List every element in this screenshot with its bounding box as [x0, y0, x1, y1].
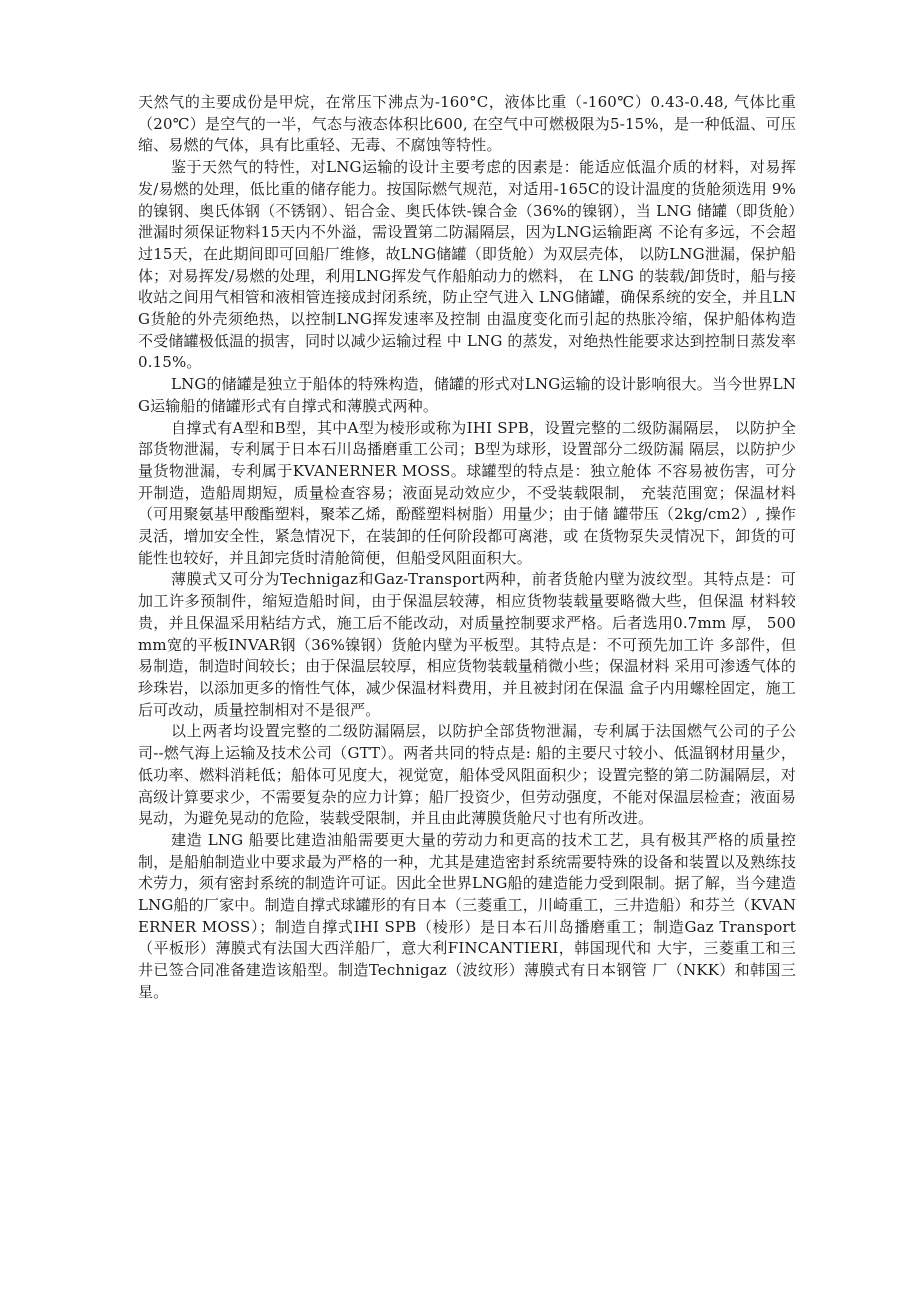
paragraph-gtt-common-features: 以上两者均设置完整的二级防漏隔层，以防护全部货物泄漏，专利属于法国燃气公司的子公司--燃气海上运输及技术公司（GTT）。两者共同的特点是: 船的主要尺寸较小、低温钢材用量少，低功率、燃料消耗低；船体可见度大，视觉宽，船体受风阻面积少；设置完整的第二防漏隔层，对高级计算要求少，不需要复杂的应力计算；船厂投资少，但劳动强度，不能对保温层检查；液面易晃动，为避免晃动的危险，装载受限制，并且由此薄膜货舱尺寸也有所改进。 [138, 722, 796, 828]
paragraph-lng-design-factors: 鉴于天然气的特性，对LNG运输的设计主要考虑的因素是：能适应低温介质的材料，对易挥发/易燃的处理，低比重的储存能力。按国际燃气规范，对适用-165C的设计温度的货舱须选用 9%的镍钢、奥氏体钢（不锈钢）、铝合金、奥氏体铁-镍合金（36%的镍钢），当 LNG 储罐（即货舱）泄漏时须保证物料15天内不外溢，需设置第二防漏隔层，因为LNG运输距离 不论有多远，不会超过15天，在此期间即可回船厂维修，故LNG储罐（即货舱）为双层壳体， 以防LNG泄漏，保护船体；对易挥发/易燃的处理，利用LNG挥发气作船舶动力的燃料， 在 LNG 的装载/卸货时，船与接收站之间用气相管和液相管连接成封闭系统，防止空气进入 LNG储罐，确保系统的安全，并且LNG货舱的外壳须绝热，以控制LNG挥发速率及控制 由温度变化而引起的热胀冷缩，保护船体构造不受储罐极低温的损害，同时以减少运输过程 中 LNG 的蒸发，对绝热性能要求达到控制日蒸发率0.15%。 [138, 158, 796, 372]
paragraph-shipbuilders: 建造 LNG 船要比建造油船需要更大量的劳动力和更高的技术工艺，具有极其严格的质量控制，是船舶制造业中要求最为严格的一种，尤其是建造密封系统需要特殊的设备和装置以及熟练技术劳力，须有密封系统的制造许可证。因此全世界LNG船的建造能力受到限制。据了解，当今建造LNG船的厂家中。制造自撑式球罐形的有日本（三菱重工，川崎重工，三井造船）和芬兰（KVANERNER MOSS）；制造自撑式IHI SPB（棱形）是日本石川岛播磨重工；制造Gaz Transport（平板形）薄膜式有法国大西洋船厂，意大利FINCANTIERI，韩国现代和 大宇，三菱重工和三井已签合同准备建造该船型。制造Technigaz（波纹形）薄膜式有日本钢管 厂（NKK）和韩国三星。 [138, 830, 796, 1001]
paragraph-membrane-tanks: 薄膜式又可分为Technigaz和Gaz-Transport两种，前者货舱内壁为波纹型。其特点是：可加工许多预制件，缩短造船时间，由于保温层较薄，相应货物装载量要略微大些，但保温 材料较贵，并且保温采用粘结方式，施工后不能改动，对质量控制要求严格。后者选用0.7mm 厚， 500mm宽的平板INVAR钢（36%镍钢）货舱内壁为平板型。其特点是：不可预先加工许 多部件，但易制造，制造时间较长；由于保温层较厚，相应货物装载量稍微小些；保温材料 采用可渗透气体的珍珠岩，以添加更多的惰性气体，减少保温材料费用，并且被封闭在保温 盒子内用螺栓固定，施工后可改动，质量控制相对不是很严。 [138, 570, 796, 719]
paragraph-self-supporting-tanks: 自撑式有A型和B型，其中A型为棱形或称为IHI SPB，设置完整的二级防漏隔层， 以防护全部货物泄漏，专利属于日本石川岛播磨重工公司；B型为球形，设置部分二级防漏 隔层，以防护少量货物泄漏，专利属于KVANERNER MOSS。球罐型的特点是：独立舱体 不容易被伤害，可分开制造，造船周期短，质量检查容易；液面晃动效应少，不受装载限制， 充装范围宽；保温材料（可用聚氨基甲酸酯塑料，聚苯乙烯，酚醛塑料树脂）用量少；由于储 罐带压（2kg/cm2）, 操作灵活，增加安全性，紧急情况下，在装卸的任何阶段都可离港，或 在货物泵失灵情况下，卸货的可能性也较好，并且卸完货时清舱简便，但船受风阻面积大。 [138, 418, 796, 567]
paragraph-tank-types: LNG的储罐是独立于船体的特殊构造，储罐的形式对LNG运输的设计影响很大。当今世界LNG运输船的储罐形式有自撑式和薄膜式两种。 [138, 375, 796, 415]
paragraph-natural-gas-properties: 天然气的主要成份是甲烷，在常压下沸点为-160°C，液体比重（-160℃）0.43-0.48, 气体比重（20℃）是空气的一半，气态与液态体积比600, 在空气中可燃极限为5-15%，是一种低温、可压缩、易燃的气体，具有比重轻、无毒、不腐蚀等特性。 [138, 93, 796, 155]
document-page [138, 92, 796, 1004]
